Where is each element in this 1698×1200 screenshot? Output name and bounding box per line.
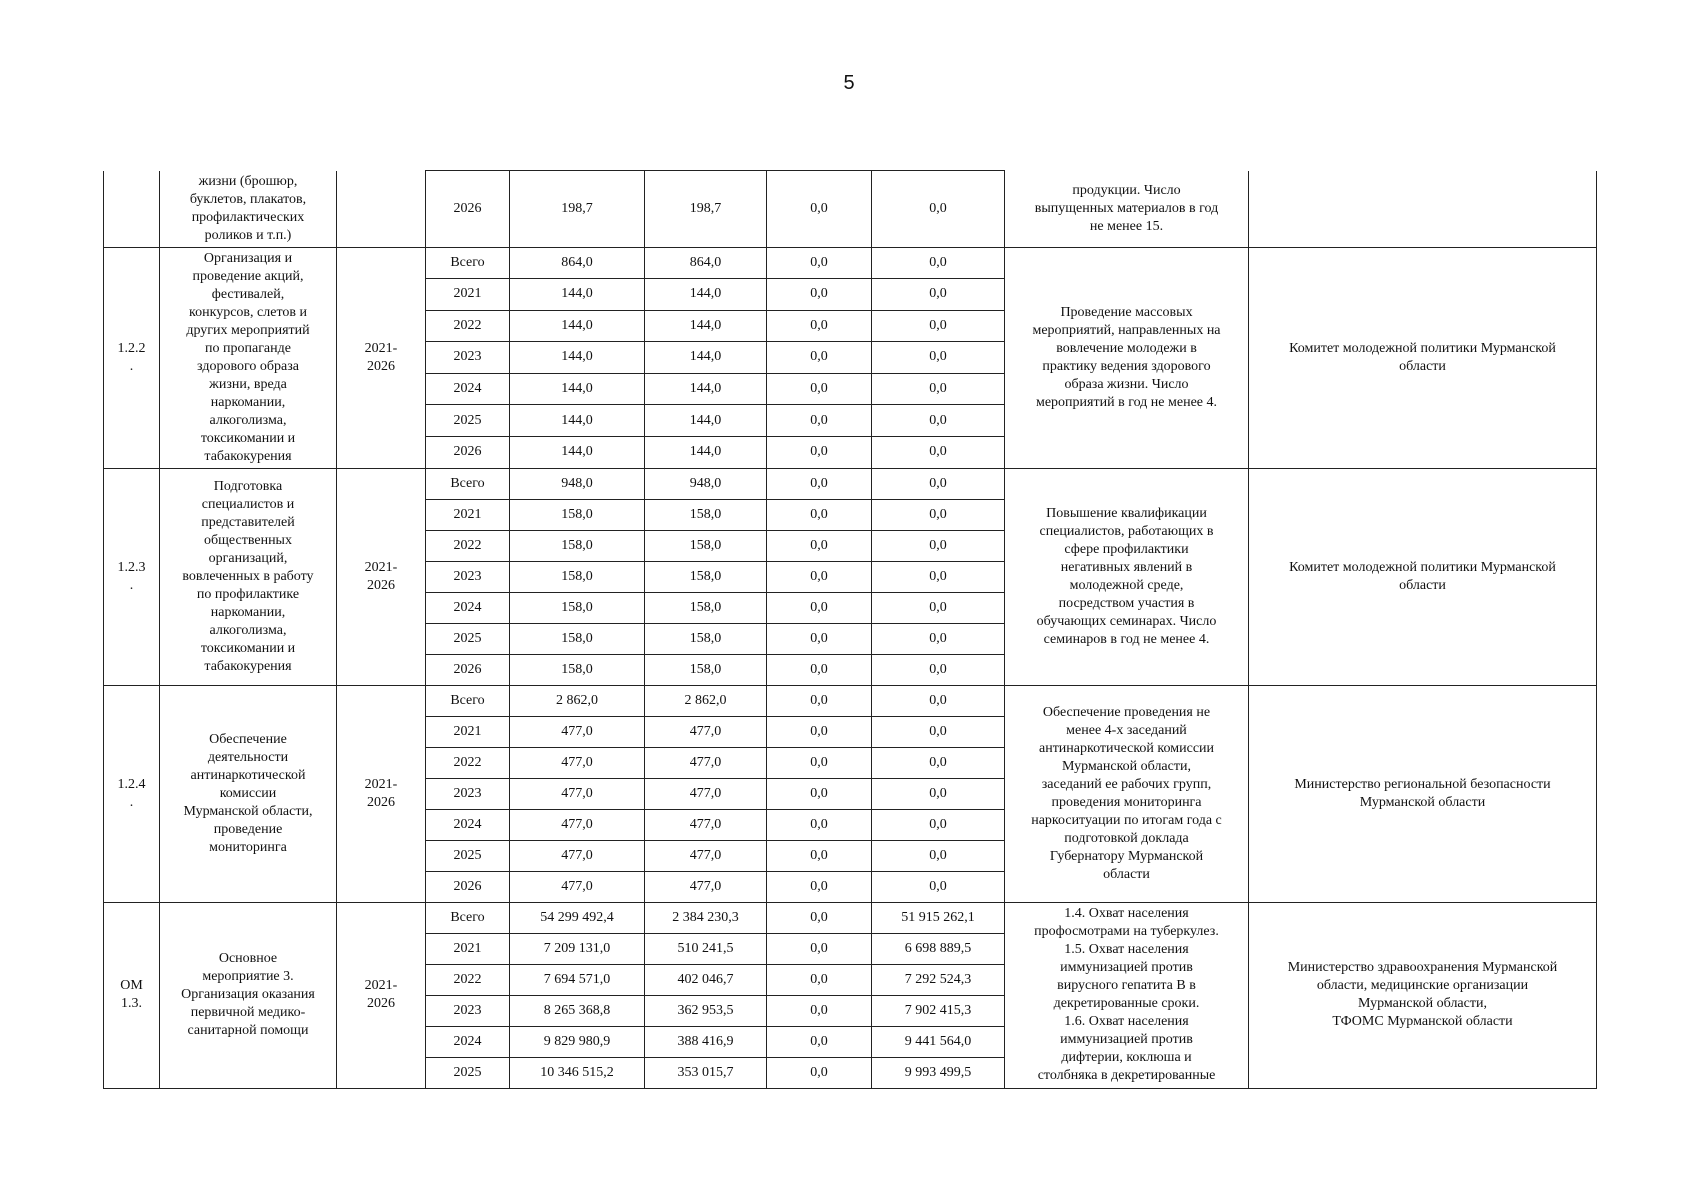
year-cell: 2026 — [426, 436, 510, 468]
total-amount: 144,0 — [510, 342, 645, 374]
other-sources-amount: 0,0 — [872, 310, 1005, 342]
regional-budget-amount: 144,0 — [645, 405, 767, 437]
total-amount: 864,0 — [510, 247, 645, 279]
activity-number: 1.2.2 . — [104, 247, 160, 468]
executor-cell: Министерство региональной безопасности Мурманской области — [1249, 685, 1597, 902]
federal-budget-amount: 0,0 — [767, 1026, 872, 1057]
federal-budget-amount: 0,0 — [767, 247, 872, 279]
regional-budget-amount: 144,0 — [645, 342, 767, 374]
total-amount: 144,0 — [510, 405, 645, 437]
total-amount: 158,0 — [510, 623, 645, 654]
total-amount: 948,0 — [510, 468, 645, 499]
federal-budget-amount: 0,0 — [767, 468, 872, 499]
other-sources-amount: 0,0 — [872, 716, 1005, 747]
federal-budget-amount: 0,0 — [767, 436, 872, 468]
activity-description: Подготовка специалистов и представителей общественных организаций, вовлеченных в работу по профилактике наркомании, алкоголизма, токсикомании и табакокурения — [160, 468, 337, 685]
regional-budget-amount: 158,0 — [645, 592, 767, 623]
other-sources-amount: 0,0 — [872, 685, 1005, 716]
total-amount: 158,0 — [510, 530, 645, 561]
other-sources-amount: 9 441 564,0 — [872, 1026, 1005, 1057]
regional-budget-amount: 477,0 — [645, 716, 767, 747]
period-cell: 2021- 2026 — [337, 468, 426, 685]
total-amount: 477,0 — [510, 840, 645, 871]
period-cell — [337, 171, 426, 248]
year-cell: 2026 — [426, 171, 510, 248]
regional-budget-amount: 158,0 — [645, 530, 767, 561]
expected-result: Обеспечение проведения не менее 4-х заседаний антинаркотической комиссии Мурманской области, заседаний ее рабочих групп, проведения мониторинга наркоситуации по итогам года с подготовкой доклада Губернатору Мурманской области — [1005, 685, 1249, 902]
federal-budget-amount: 0,0 — [767, 964, 872, 995]
federal-budget-amount: 0,0 — [767, 592, 872, 623]
year-cell: 2022 — [426, 530, 510, 561]
federal-budget-amount: 0,0 — [767, 871, 872, 902]
total-amount: 158,0 — [510, 592, 645, 623]
activity-description: Обеспечение деятельности антинаркотической комиссии Мурманской области, проведение мониторинга — [160, 685, 337, 902]
regional-budget-amount: 144,0 — [645, 373, 767, 405]
other-sources-amount: 0,0 — [872, 747, 1005, 778]
other-sources-amount: 0,0 — [872, 405, 1005, 437]
total-amount: 477,0 — [510, 871, 645, 902]
regional-budget-amount: 2 384 230,3 — [645, 902, 767, 933]
federal-budget-amount: 0,0 — [767, 405, 872, 437]
year-cell: 2024 — [426, 373, 510, 405]
regional-budget-amount: 158,0 — [645, 654, 767, 685]
regional-budget-amount: 144,0 — [645, 279, 767, 311]
total-amount: 158,0 — [510, 499, 645, 530]
federal-budget-amount: 0,0 — [767, 623, 872, 654]
federal-budget-amount: 0,0 — [767, 279, 872, 311]
period-cell: 2021- 2026 — [337, 247, 426, 468]
regional-budget-amount: 158,0 — [645, 623, 767, 654]
regional-budget-amount: 388 416,9 — [645, 1026, 767, 1057]
other-sources-amount: 0,0 — [872, 373, 1005, 405]
total-amount: 144,0 — [510, 279, 645, 311]
other-sources-amount: 0,0 — [872, 654, 1005, 685]
regional-budget-amount: 144,0 — [645, 310, 767, 342]
year-cell: 2024 — [426, 1026, 510, 1057]
federal-budget-amount: 0,0 — [767, 561, 872, 592]
year-cell: 2024 — [426, 809, 510, 840]
regional-budget-amount: 477,0 — [645, 809, 767, 840]
total-amount: 477,0 — [510, 747, 645, 778]
expected-result: продукции. Число выпущенных материалов в год не менее 15. — [1005, 171, 1249, 248]
federal-budget-amount: 0,0 — [767, 716, 872, 747]
total-amount: 198,7 — [510, 171, 645, 248]
activity-description: Организация и проведение акций, фестивалей, конкурсов, слетов и других мероприятий по пропаганде здорового образа жизни, вреда наркомании, алкоголизма, токсикомании и табакокурения — [160, 247, 337, 468]
activity-description: жизни (брошюр, буклетов, плакатов, профилактических роликов и т.п.) — [160, 171, 337, 248]
total-amount: 158,0 — [510, 654, 645, 685]
regional-budget-amount: 158,0 — [645, 561, 767, 592]
regional-budget-amount: 477,0 — [645, 840, 767, 871]
year-cell: Всего — [426, 468, 510, 499]
regional-budget-amount: 198,7 — [645, 171, 767, 248]
other-sources-amount: 0,0 — [872, 171, 1005, 248]
total-amount: 477,0 — [510, 716, 645, 747]
other-sources-amount: 0,0 — [872, 809, 1005, 840]
federal-budget-amount: 0,0 — [767, 530, 872, 561]
federal-budget-amount: 0,0 — [767, 685, 872, 716]
regional-budget-amount: 362 953,5 — [645, 995, 767, 1026]
executor-cell: Комитет молодежной политики Мурманской области — [1249, 468, 1597, 685]
other-sources-amount: 0,0 — [872, 342, 1005, 374]
year-cell: 2023 — [426, 778, 510, 809]
year-cell: 2023 — [426, 342, 510, 374]
total-amount: 54 299 492,4 — [510, 902, 645, 933]
other-sources-amount: 0,0 — [872, 778, 1005, 809]
executor-cell — [1249, 171, 1597, 248]
year-cell: 2023 — [426, 995, 510, 1026]
year-cell: 2026 — [426, 654, 510, 685]
other-sources-amount: 0,0 — [872, 468, 1005, 499]
year-cell: 2021 — [426, 499, 510, 530]
total-amount: 144,0 — [510, 373, 645, 405]
regional-budget-amount: 510 241,5 — [645, 933, 767, 964]
table-row — [104, 685, 1597, 716]
table-row — [104, 247, 1597, 279]
expected-result: Проведение массовых мероприятий, направленных на вовлечение молодежи в практику ведения здорового образа жизни. Число мероприятий в год не менее 4. — [1005, 247, 1249, 468]
activity-number: ОМ 1.3. — [104, 902, 160, 1088]
federal-budget-amount: 0,0 — [767, 373, 872, 405]
table-row — [104, 468, 1597, 499]
regional-budget-amount: 948,0 — [645, 468, 767, 499]
year-cell: 2024 — [426, 592, 510, 623]
total-amount: 10 346 515,2 — [510, 1057, 645, 1088]
total-amount: 9 829 980,9 — [510, 1026, 645, 1057]
other-sources-amount: 0,0 — [872, 436, 1005, 468]
regional-budget-amount: 477,0 — [645, 778, 767, 809]
activity-description: Основное мероприятие 3. Организация оказания первичной медико- санитарной помощи — [160, 902, 337, 1088]
total-amount: 7 209 131,0 — [510, 933, 645, 964]
federal-budget-amount: 0,0 — [767, 809, 872, 840]
federal-budget-amount: 0,0 — [767, 995, 872, 1026]
regional-budget-amount: 864,0 — [645, 247, 767, 279]
expected-result: Повышение квалификации специалистов, работающих в сфере профилактики негативных явлений в молодежной среде, посредством участия в обучающих семинарах. Число семинаров в год не менее 4. — [1005, 468, 1249, 685]
other-sources-amount: 6 698 889,5 — [872, 933, 1005, 964]
year-cell: Всего — [426, 247, 510, 279]
other-sources-amount: 0,0 — [872, 840, 1005, 871]
total-amount: 2 862,0 — [510, 685, 645, 716]
total-amount: 7 694 571,0 — [510, 964, 645, 995]
other-sources-amount: 0,0 — [872, 279, 1005, 311]
other-sources-amount: 51 915 262,1 — [872, 902, 1005, 933]
regional-budget-amount: 477,0 — [645, 747, 767, 778]
activity-number: 1.2.3 . — [104, 468, 160, 685]
year-cell: 2022 — [426, 310, 510, 342]
federal-budget-amount: 0,0 — [767, 778, 872, 809]
year-cell: Всего — [426, 902, 510, 933]
year-cell: 2026 — [426, 871, 510, 902]
regional-budget-amount: 144,0 — [645, 436, 767, 468]
federal-budget-amount: 0,0 — [767, 342, 872, 374]
federal-budget-amount: 0,0 — [767, 310, 872, 342]
year-cell: 2023 — [426, 561, 510, 592]
year-cell: 2025 — [426, 1057, 510, 1088]
federal-budget-amount: 0,0 — [767, 499, 872, 530]
other-sources-amount: 0,0 — [872, 871, 1005, 902]
regional-budget-amount: 477,0 — [645, 871, 767, 902]
other-sources-amount: 7 292 524,3 — [872, 964, 1005, 995]
year-cell: Всего — [426, 685, 510, 716]
page-number: 5 — [843, 72, 855, 94]
total-amount: 158,0 — [510, 561, 645, 592]
regional-budget-amount: 2 862,0 — [645, 685, 767, 716]
other-sources-amount: 0,0 — [872, 592, 1005, 623]
total-amount: 8 265 368,8 — [510, 995, 645, 1026]
year-cell: 2025 — [426, 623, 510, 654]
activity-number: 1.2.4 . — [104, 685, 160, 902]
year-cell: 2025 — [426, 405, 510, 437]
program-activities-table — [103, 170, 1597, 1089]
other-sources-amount: 7 902 415,3 — [872, 995, 1005, 1026]
executor-cell: Министерство здравоохранения Мурманской области, медицинские организации Мурманской области, ТФОМС Мурманской области — [1249, 902, 1597, 1088]
federal-budget-amount: 0,0 — [767, 840, 872, 871]
number-cell — [104, 171, 160, 248]
other-sources-amount: 0,0 — [872, 623, 1005, 654]
total-amount: 477,0 — [510, 778, 645, 809]
federal-budget-amount: 0,0 — [767, 1057, 872, 1088]
federal-budget-amount: 0,0 — [767, 171, 872, 248]
year-cell: 2025 — [426, 840, 510, 871]
federal-budget-amount: 0,0 — [767, 933, 872, 964]
period-cell: 2021- 2026 — [337, 685, 426, 902]
regional-budget-amount: 158,0 — [645, 499, 767, 530]
other-sources-amount: 0,0 — [872, 530, 1005, 561]
year-cell: 2022 — [426, 747, 510, 778]
regional-budget-amount: 353 015,7 — [645, 1057, 767, 1088]
other-sources-amount: 9 993 499,5 — [872, 1057, 1005, 1088]
other-sources-amount: 0,0 — [872, 499, 1005, 530]
total-amount: 144,0 — [510, 310, 645, 342]
table-row-continuation — [104, 171, 1597, 248]
year-cell: 2021 — [426, 279, 510, 311]
other-sources-amount: 0,0 — [872, 247, 1005, 279]
year-cell: 2021 — [426, 716, 510, 747]
federal-budget-amount: 0,0 — [767, 902, 872, 933]
executor-cell: Комитет молодежной политики Мурманской области — [1249, 247, 1597, 468]
period-cell: 2021- 2026 — [337, 902, 426, 1088]
regional-budget-amount: 402 046,7 — [645, 964, 767, 995]
total-amount: 477,0 — [510, 809, 645, 840]
year-cell: 2022 — [426, 964, 510, 995]
expected-result: 1.4. Охват населения профосмотрами на туберкулез. 1.5. Охват населения иммунизацией против вирусного гепатита В в декретированные сроки. 1.6. Охват населения иммунизацией против дифтерии, коклюша и столбняка в декретированные — [1005, 902, 1249, 1088]
table-row — [104, 902, 1597, 933]
federal-budget-amount: 0,0 — [767, 654, 872, 685]
year-cell: 2021 — [426, 933, 510, 964]
total-amount: 144,0 — [510, 436, 645, 468]
other-sources-amount: 0,0 — [872, 561, 1005, 592]
federal-budget-amount: 0,0 — [767, 747, 872, 778]
